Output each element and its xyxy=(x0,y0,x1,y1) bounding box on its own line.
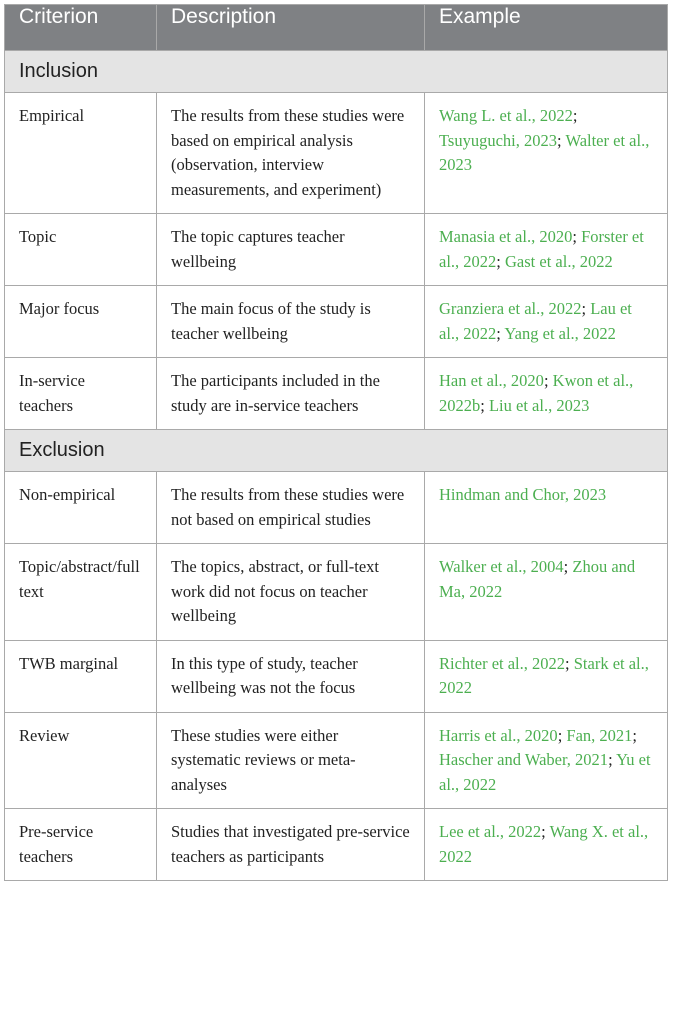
citation-link[interactable]: Han et al., 2020 xyxy=(439,371,544,390)
citation-link[interactable]: Zhou and Ma, 2022 xyxy=(439,557,636,601)
section-row xyxy=(5,430,668,472)
citation-link[interactable]: Yang et al., 2022 xyxy=(504,323,616,343)
table-row xyxy=(5,544,668,641)
section-title: Exclusion xyxy=(5,430,668,472)
citation-separator: ; xyxy=(632,725,637,745)
citation-separator: ; xyxy=(608,750,617,769)
citation-link[interactable]: Richter et al., 2022 xyxy=(439,653,566,673)
citation-separator: ; xyxy=(572,227,582,246)
table-header xyxy=(5,5,668,51)
description-cell: These studies were either systematic reviews or meta-analyses xyxy=(157,712,425,809)
citation-separator: ; xyxy=(496,251,506,271)
table-row xyxy=(5,93,668,214)
citation-link[interactable]: Wang L. et al., 2022 xyxy=(439,106,573,125)
description-cell: Studies that investigated pre-service teachers as participants xyxy=(157,809,425,881)
table-row xyxy=(5,809,668,881)
table-row xyxy=(5,358,668,430)
citation-link[interactable]: Forster et al., 2022 xyxy=(439,227,644,271)
description-cell: The topic captures teacher wellbeing xyxy=(157,214,425,286)
description-cell: The results from these studies were based on empirical analysis (observation, interview measurements, and experiment) xyxy=(157,93,425,214)
header-row xyxy=(5,5,668,51)
criterion-cell: Topic/abstract/full text xyxy=(5,544,157,641)
section-row xyxy=(5,51,668,93)
citation-link[interactable]: Manasia et al., 2020 xyxy=(439,227,573,246)
citation-link[interactable]: Granziera et al., 2022 xyxy=(439,299,582,318)
citation-link[interactable]: Hascher and Waber, 2021 xyxy=(439,750,609,769)
header-description: Description xyxy=(157,5,425,51)
example-cell xyxy=(425,286,668,358)
example-cell xyxy=(425,358,668,430)
example-cell xyxy=(425,472,668,544)
citation-separator: ; xyxy=(581,299,591,318)
citation-link[interactable]: Walker et al., 2004 xyxy=(439,557,564,576)
citation-link[interactable]: Gast et al., 2022 xyxy=(505,251,613,271)
description-cell: The participants included in the study are in-service teachers xyxy=(157,358,425,430)
citation-link[interactable]: Walter et al., 2023 xyxy=(439,130,650,174)
citation-link[interactable]: Fan, 2021 xyxy=(566,725,633,745)
table-row xyxy=(5,472,668,544)
example-cell xyxy=(425,544,668,641)
criterion-cell: Non-empirical xyxy=(5,472,157,544)
example-cell xyxy=(425,214,668,286)
citation-link[interactable]: Liu et al., 2023 xyxy=(488,395,590,415)
citation-link[interactable]: Harris et al., 2020 xyxy=(439,725,558,745)
criterion-cell: Topic xyxy=(5,214,157,286)
header-criterion: Criterion xyxy=(5,5,157,51)
section-title: Inclusion xyxy=(5,51,668,93)
citation-separator: ; xyxy=(541,822,550,841)
criterion-cell: Review xyxy=(5,712,157,809)
citation-separator: ; xyxy=(480,395,489,415)
citation-link[interactable]: Lee et al., 2022 xyxy=(439,822,542,841)
table-row xyxy=(5,640,668,712)
citation-separator: ; xyxy=(543,371,553,390)
table-row xyxy=(5,286,668,358)
citation-separator: ; xyxy=(565,653,574,673)
table-body xyxy=(5,51,668,881)
example-cell xyxy=(425,640,668,712)
criterion-cell: Empirical xyxy=(5,93,157,214)
citation-separator: ; xyxy=(557,130,566,150)
citation-separator: ; xyxy=(557,725,567,745)
table-row xyxy=(5,712,668,809)
citation-link[interactable]: Hindman and Chor, 2023 xyxy=(439,485,607,504)
citation-separator: ; xyxy=(563,557,573,576)
citation-link[interactable]: Stark et al., 2022 xyxy=(439,653,649,697)
citation-link[interactable]: Tsuyuguchi, 2023 xyxy=(439,130,558,150)
citation-link[interactable]: Lau et al., 2022 xyxy=(439,299,632,343)
citation-link[interactable]: Wang X. et al., 2022 xyxy=(439,822,649,866)
header-example: Example xyxy=(425,5,668,51)
criterion-cell: TWB marginal xyxy=(5,640,157,712)
example-cell xyxy=(425,712,668,809)
citation-link[interactable]: Kwon et al., 2022b xyxy=(439,371,634,415)
example-cell xyxy=(425,809,668,881)
description-cell: The results from these studies were not based on empirical studies xyxy=(157,472,425,544)
description-cell: The main focus of the study is teacher wellbeing xyxy=(157,286,425,358)
description-cell: In this type of study, teacher wellbeing was not the focus xyxy=(157,640,425,712)
criteria-table xyxy=(4,4,668,881)
citation-separator: ; xyxy=(496,323,505,343)
table-row xyxy=(5,214,668,286)
criterion-cell: Major focus xyxy=(5,286,157,358)
criterion-cell: In-service teachers xyxy=(5,358,157,430)
description-cell: The topics, abstract, or full-text work did not focus on teacher wellbeing xyxy=(157,544,425,641)
citation-separator: ; xyxy=(572,106,578,125)
example-cell xyxy=(425,93,668,214)
citation-link[interactable]: Yu et al., 2022 xyxy=(439,750,651,794)
criterion-cell: Pre-service teachers xyxy=(5,809,157,881)
